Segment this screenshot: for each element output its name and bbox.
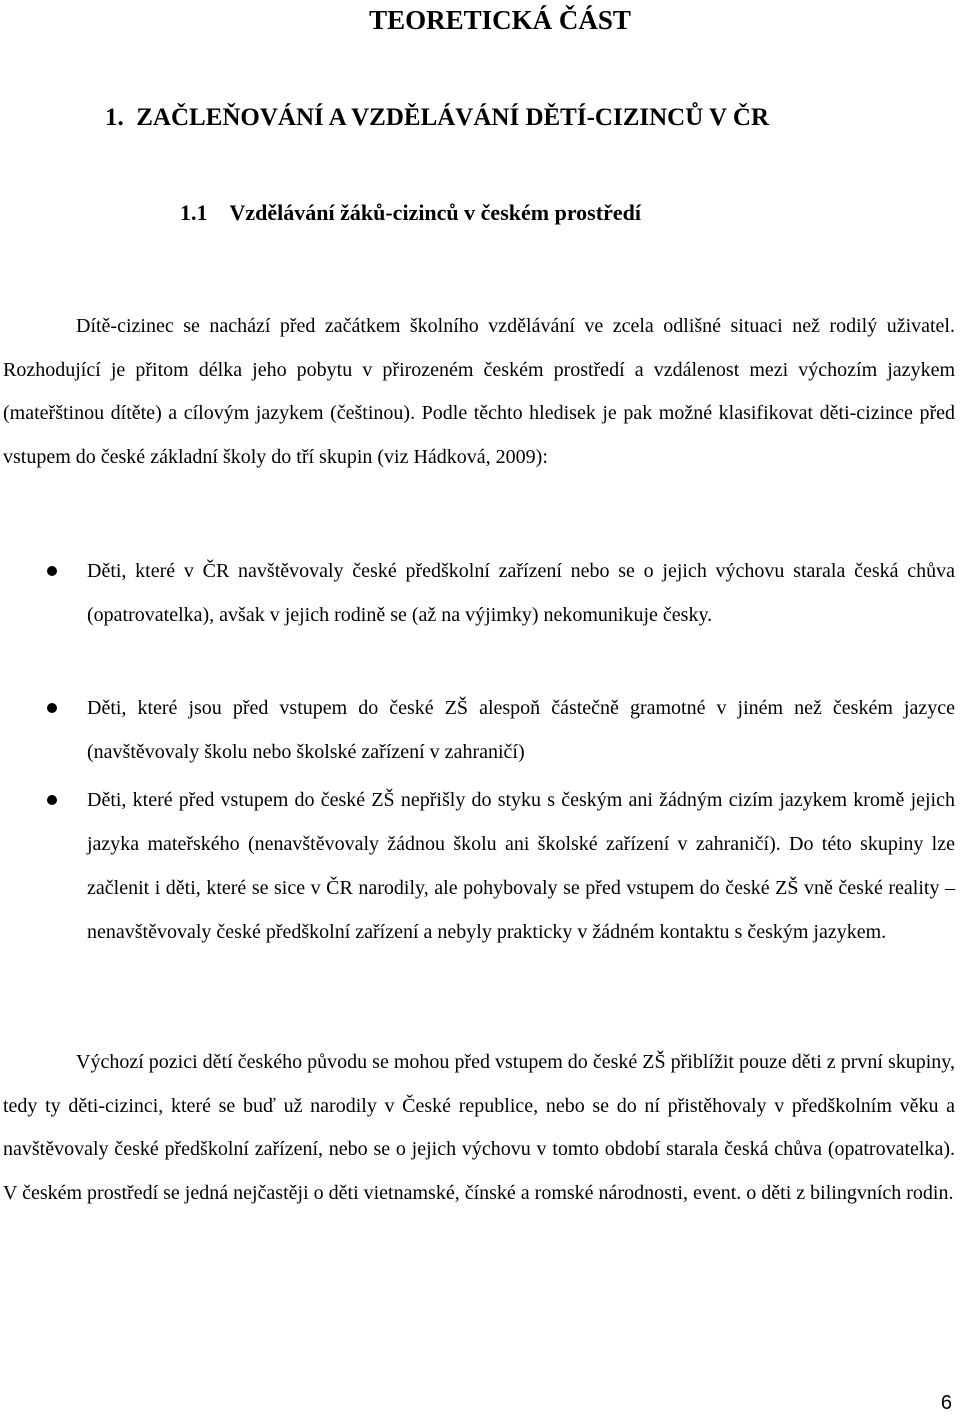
page-number: 6	[940, 1392, 952, 1414]
bullet-icon	[47, 703, 57, 713]
chapter-title: ZAČLEŇOVÁNÍ A VZDĚLÁVÁNÍ DĚTÍ-CIZINCŮ V ČR	[136, 104, 770, 131]
bullet-list	[45, 549, 955, 637]
paragraph-intro	[3, 305, 955, 479]
chapter-number: 1.	[105, 104, 124, 131]
bullet-icon	[47, 795, 57, 805]
section-title: Vzdělávání žáků-cizinců v českém prostředí	[229, 200, 641, 225]
list-item-text: Děti, které v ČR navštěvovaly české předškolní zařízení nebo se o jejich výchovu starala česká chůva (opatrovatelka), avšak v jejich rodině se (až na výjimky) nekomunikuje česky.	[87, 560, 955, 626]
chapter-heading	[105, 98, 769, 138]
bullet-list	[45, 686, 955, 774]
list-item	[45, 778, 955, 954]
list-item	[45, 549, 955, 637]
list-item	[45, 686, 955, 774]
bullet-icon	[47, 566, 57, 576]
bullet-list	[45, 778, 955, 954]
section-heading	[180, 193, 641, 233]
paragraph-intro-text: Dítě-cizinec se nachází před začátkem školního vzdělávání ve zcela odlišné situaci než rodilý uživatel. Rozhodující je přitom délka jeho pobytu v přirozeném českém prostředí a vzdálenost mezi výchozím jazykem (mateřštinou dítěte) a cílovým jazykem (češtinou). Podle těchto hledisek je pak možné klasifikovat děti-cizince před vstupem do české základní školy do tří skupin (viz Hádková, 2009):	[3, 315, 955, 468]
page-title: TEORETICKÁ ČÁST	[369, 5, 631, 35]
list-item-text: Děti, které jsou před vstupem do české ZŠ alespoň částečně gramotné v jiném než českém jazyce (navštěvovaly školu nebo školské zařízení v zahraničí)	[87, 697, 955, 763]
list-item-text: Děti, které před vstupem do české ZŠ nepřišly do styku s českým ani žádným cizím jazykem kromě jejich jazyka mateřského (nenavštěvovaly žádnou školu ani školské zařízení v zahraničí). Do této skupiny lze začlenit i děti, které se sice v ČR narodily, ale pohybovaly se před vstupem do české ZŠ vně české reality – nenavštěvovaly české předškolní zařízení a nebyly prakticky v žádném kontaktu s českým jazykem.	[87, 789, 955, 943]
section-number: 1.1	[180, 200, 208, 225]
paragraph-summary-text: Výchozí pozici dětí českého původu se mohou před vstupem do české ZŠ přiblížit pouze děti z první skupiny, tedy ty děti-cizinci, které se buď už narodily v České republice, nebo se do ní přistěhovaly v předškolním věku a navštěvovaly české předškolní zařízení, nebo se o jejich výchovu v tomto období starala česká chůva (opatrovatelka). V českém prostředí se jedná nejčastěji o děti vietnamské, čínské a romské národnosti, event. o děti z bilingvních rodin.	[3, 1051, 955, 1204]
paragraph-summary	[3, 1041, 955, 1215]
